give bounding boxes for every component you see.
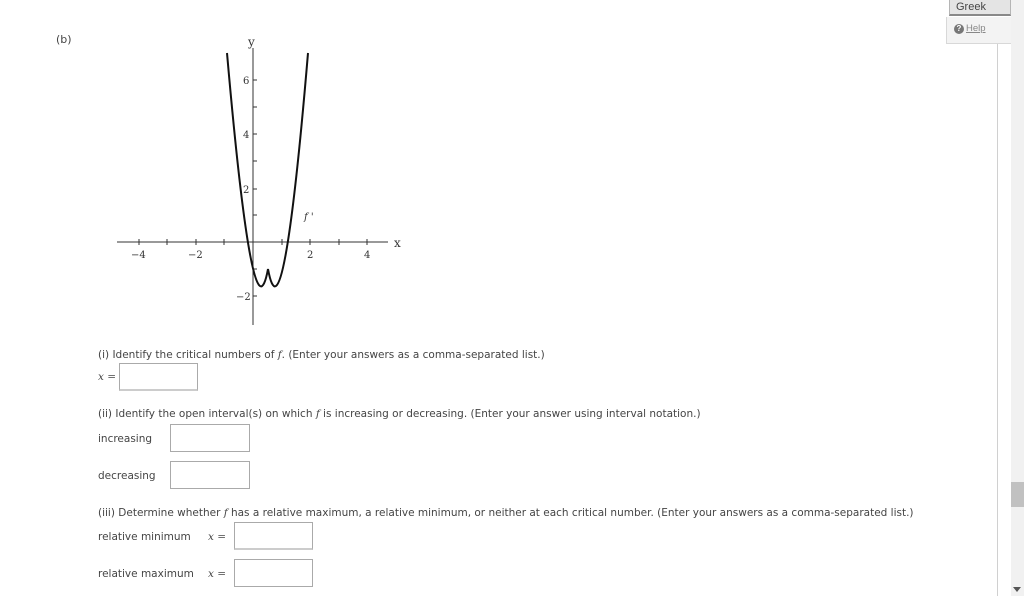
svg-text:6: 6: [243, 76, 250, 87]
f-prime-curve: [227, 53, 308, 286]
relative-maximum-label: relative maximum: [98, 568, 194, 580]
scrollbar-thumb[interactable]: [1011, 482, 1024, 507]
question-1-prompt: (i) Identify the critical numbers of f. (Enter your answers as a comma-separated list.): [98, 349, 545, 361]
relative-minimum-label: relative minimum: [98, 531, 191, 543]
greek-button[interactable]: Greek: [949, 0, 1011, 16]
svg-text:2: 2: [243, 185, 250, 196]
question-3-prompt: (iii) Determine whether f has a relative maximum, a relative minimum, or neither at each critical number. (Enter your answers as a comma-separated list.): [98, 507, 914, 519]
decreasing-input[interactable]: [170, 461, 250, 489]
critical-numbers-input[interactable]: [119, 363, 198, 391]
svg-text:x: x: [394, 236, 401, 250]
decreasing-label: decreasing: [98, 470, 156, 482]
svg-text:f ': f ': [304, 212, 314, 223]
relative-minimum-input[interactable]: [234, 522, 313, 550]
scroll-down-arrow-icon[interactable]: [1013, 587, 1021, 592]
panel-divider: [997, 44, 998, 596]
help-link[interactable]: ? Help: [954, 23, 986, 34]
question-icon: ?: [954, 24, 964, 34]
svg-text:y: y: [248, 35, 255, 49]
part-label: (b): [56, 33, 72, 46]
svg-text:4: 4: [243, 130, 250, 141]
critical-x-label: x =: [98, 371, 117, 383]
increasing-label: increasing: [98, 433, 153, 445]
relative-maximum-input[interactable]: [234, 559, 313, 587]
question-2-prompt: (ii) Identify the open interval(s) on which f is increasing or decreasing. (Enter your answer using interval notation.): [98, 408, 701, 420]
svg-text:−2: −2: [236, 292, 251, 303]
derivative-graph: [0, 0, 420, 340]
relative-maximum-x-label: x =: [208, 568, 227, 580]
increasing-input[interactable]: [170, 424, 250, 452]
svg-text:−2: −2: [188, 250, 203, 261]
svg-text:2: 2: [307, 250, 314, 261]
svg-text:−4: −4: [131, 250, 146, 261]
svg-text:4: 4: [364, 250, 371, 261]
relative-minimum-x-label: x =: [208, 531, 227, 543]
